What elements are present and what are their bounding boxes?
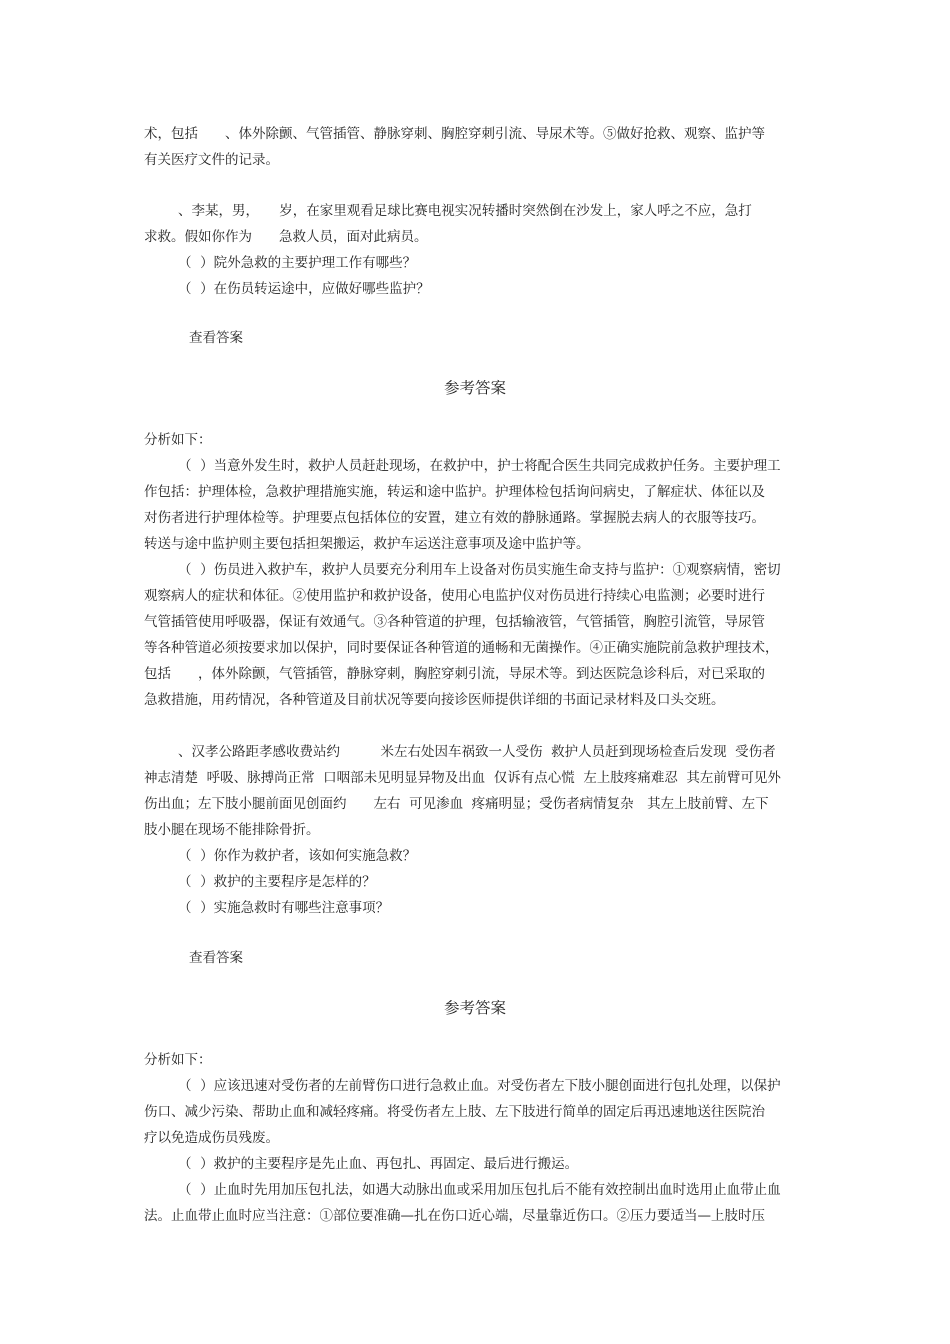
text-line: 法。止血带止血时应当注意：①部位要准确—扎在伤口近心端，尽量靠近伤口。②压力要适当—上肢时压 bbox=[144, 1208, 765, 1224]
analysis-label: 分析如下： bbox=[144, 1052, 212, 1068]
text-line: 转送与途中监护则主要包括担架搬运，救护车运送注意事项及途中监护等。 bbox=[144, 536, 590, 552]
answer-paragraph: （ ）救护的主要程序是先止血、再包扎、再固定、最后进行搬运。 bbox=[178, 1156, 579, 1172]
text-line: 观察病人的症状和体征。②使用监护和救护设备，使用心电监护仪对伤员进行持续心电监测；必要时进行 bbox=[144, 588, 765, 604]
text-line: 急救措施，用药情况，各种管道及目前状况等要向接诊医师提供详细的书面记录材料及口头交班。 bbox=[144, 692, 725, 708]
question-intro: 、汉孝公路距孝感收费站约 米左右处因车祸致一人受伤 救护人员赶到现场检查后发现 受伤者 bbox=[178, 744, 776, 760]
answer-paragraph: （ ）伤员进入救护车，救护人员要充分利用车上设备对伤员实施生命支持与监护：①观察病情，密切 bbox=[178, 562, 781, 578]
text-line: 求救。假如你作为 急救人员，面对此病员。 bbox=[144, 229, 428, 245]
view-answer-link[interactable]: 查看答案 bbox=[189, 330, 243, 346]
question-item: （ ）院外急救的主要护理工作有哪些？ bbox=[178, 255, 417, 271]
view-answer-link[interactable]: 查看答案 bbox=[189, 950, 243, 966]
text-line: 伤出血；左下肢小腿前面见创面约 左右 可见渗血 疼痛明显；受伤者病情复杂 其左上肢前臂、左下 bbox=[144, 796, 769, 812]
answer-paragraph: （ ）当意外发生时，救护人员赶赴现场，在救护中，护士将配合医生共同完成救护任务。主要护理工 bbox=[178, 458, 781, 474]
text-line: 对伤者进行护理体检等。护理要点包括体位的安置，建立有效的静脉通路。掌握脱去病人的衣服等技巧。 bbox=[144, 510, 765, 526]
question-item: （ ）实施急救时有哪些注意事项？ bbox=[178, 900, 390, 916]
text-line: 作包括：护理体检，急救护理措施实施，转运和途中监护。护理体检包括询问病史，了解症状、体征以及 bbox=[144, 484, 765, 500]
question-item: （ ）你作为救护者，该如何实施急救？ bbox=[178, 848, 417, 864]
text-line: 术，包括 、体外除颤、气管插管、静脉穿刺、胸腔穿刺引流、导尿术等。⑤做好抢救、观察、监护等 bbox=[144, 126, 765, 142]
text-line: 伤口、减少污染、帮助止血和减轻疼痛。将受伤者左上肢、左下肢进行简单的固定后再迅速地送往医院治 bbox=[144, 1104, 765, 1120]
analysis-label: 分析如下： bbox=[144, 432, 212, 448]
text-line: 肢小腿在现场不能排除骨折。 bbox=[144, 822, 320, 838]
text-line: 疗以免造成伤员残废。 bbox=[144, 1130, 279, 1146]
text-line: 有关医疗文件的记录。 bbox=[144, 152, 279, 168]
question-item: （ ）在伤员转运途中，应做好哪些监护？ bbox=[178, 281, 430, 297]
text-line: 等各种管道必须按要求加以保护，同时要保证各种管道的通畅和无菌操作。④正确实施院前急救护理技术， bbox=[144, 640, 779, 656]
text-line: 气管插管使用呼吸器，保证有效通气。③各种管道的护理，包括输液管，气管插管，胸腔引流管，导尿管 bbox=[144, 614, 765, 630]
question-item: （ ）救护的主要程序是怎样的？ bbox=[178, 874, 376, 890]
question-intro: 、李某，男， 岁，在家里观看足球比赛电视实况转播时突然倒在沙发上，家人呼之不应，急打 bbox=[178, 203, 752, 219]
answer-paragraph: （ ）应该迅速对受伤者的左前臂伤口进行急救止血。对受伤者左下肢小腿创面进行包扎处理，以保护 bbox=[178, 1078, 781, 1094]
answer-heading: 参考答案 bbox=[443, 999, 506, 1017]
answer-heading: 参考答案 bbox=[443, 379, 506, 397]
answer-paragraph: （ ）止血时先用加压包扎法，如遇大动脉出血或采用加压包扎后不能有效控制出血时选用止血带止血 bbox=[178, 1182, 781, 1198]
text-line: 包括 ，体外除颤，气管插管，静脉穿刺，胸腔穿刺引流，导尿术等。到达医院急诊科后，对已采取的 bbox=[144, 666, 765, 682]
text-line: 神志清楚 呼吸、脉搏尚正常 口咽部未见明显异物及出血 仅诉有点心慌 左上肢疼痛难忍 其左前臂可见外 bbox=[144, 770, 781, 786]
